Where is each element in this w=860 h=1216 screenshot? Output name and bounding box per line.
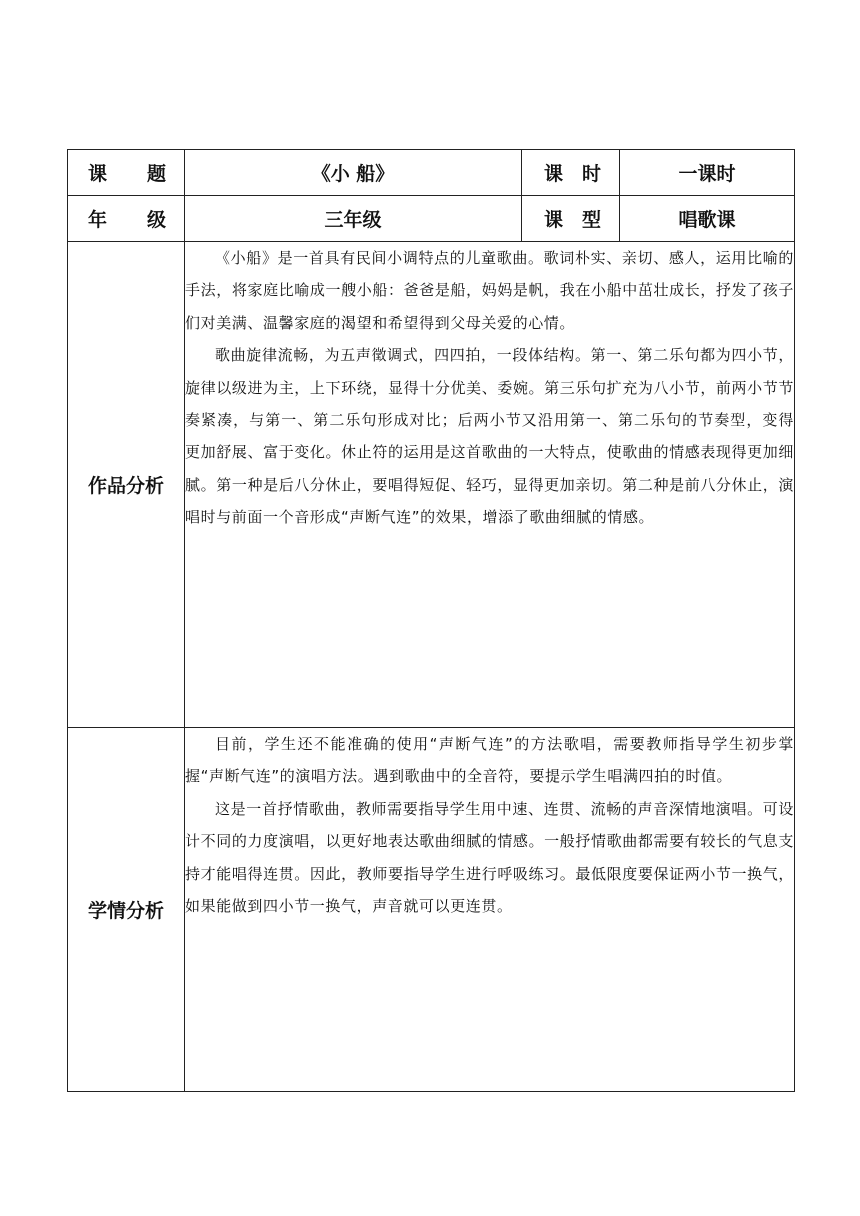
- grade-label: 年 级: [88, 209, 166, 231]
- topic-label: 课 题: [88, 163, 166, 185]
- topic-label-cell: [68, 150, 185, 196]
- work-analysis-paragraph-1: 《小船》是一首具有民间小调特点的儿童歌曲。歌词朴实、亲切、感人，运用比喻的手法，将家庭比喻成一艘小船：爸爸是船，妈妈是帆，我在小船中茁壮成长，抒发了孩子们对美满、温馨家庭的渴望和希望得到父母关爱的心情。: [185, 249, 794, 332]
- grade-label-cell: [68, 196, 185, 242]
- period-label: 课 时: [544, 163, 601, 185]
- grade-value: 三年级: [185, 196, 522, 242]
- work-analysis-label: 作品分析: [68, 242, 185, 728]
- student-analysis-content: [185, 728, 795, 1092]
- work-analysis-row: [68, 242, 795, 728]
- work-analysis-content: [185, 242, 815, 728]
- type-value: 唱歌课: [620, 196, 795, 242]
- student-analysis-row: [68, 728, 795, 1092]
- topic-value: 《小 船》: [185, 150, 522, 196]
- header-row-2: [68, 196, 795, 242]
- period-label-cell: [522, 150, 620, 196]
- work-analysis-paragraph-2: 歌曲旋律流畅，为五声徵调式，四四拍，一段体结构。第一、第二乐句都为四小节，旋律以级进为主，上下环绕，显得十分优美、委婉。第三乐句扩充为八小节，前两小节节奏紧凑，与第一、第二乐句形成对比；后两小节又沿用第一、第二乐句的节奏型，变得 更加舒展、富于变化。休止符的运用是这首歌曲的一大特点，使歌曲的情感表现得更加细腻。第一种是后八分休止，要唱得短促、轻巧，显得更加亲切。第二种是前八分休止，演唱时与前面一个音形成“声断气连”的效果，增添了歌曲细腻的情感。: [185, 346, 815, 527]
- student-analysis-label: 学情分析: [68, 728, 185, 1092]
- lesson-plan-table: [67, 149, 815, 1092]
- type-label-cell: [522, 196, 620, 242]
- student-analysis-paragraph-1: 目前，学生还不能准确的使用“声断气连”的方法歌唱，需要教师指导学生初步掌握“声断气连”的演唱方法。遇到歌曲中的全音符，要提示学生唱满四拍的时值。: [185, 735, 794, 786]
- student-analysis-paragraph-2: 这是一首抒情歌曲，教师需要指导学生用中速、连贯、流畅的声音深情地演唱。可设计不同的力度演唱，以更好地表达歌曲细腻的情感。一般抒情歌曲都需要有较长的气息支持才能唱得连贯。因此，教师要指导学生进行呼吸练习。最低限度要保证两小节一换气，如果能做到四小节一换气，声音就可以更连贯。: [185, 799, 794, 916]
- type-label: 课 型: [544, 209, 601, 231]
- period-value: 一课时: [620, 150, 795, 196]
- header-row-1: [68, 150, 795, 196]
